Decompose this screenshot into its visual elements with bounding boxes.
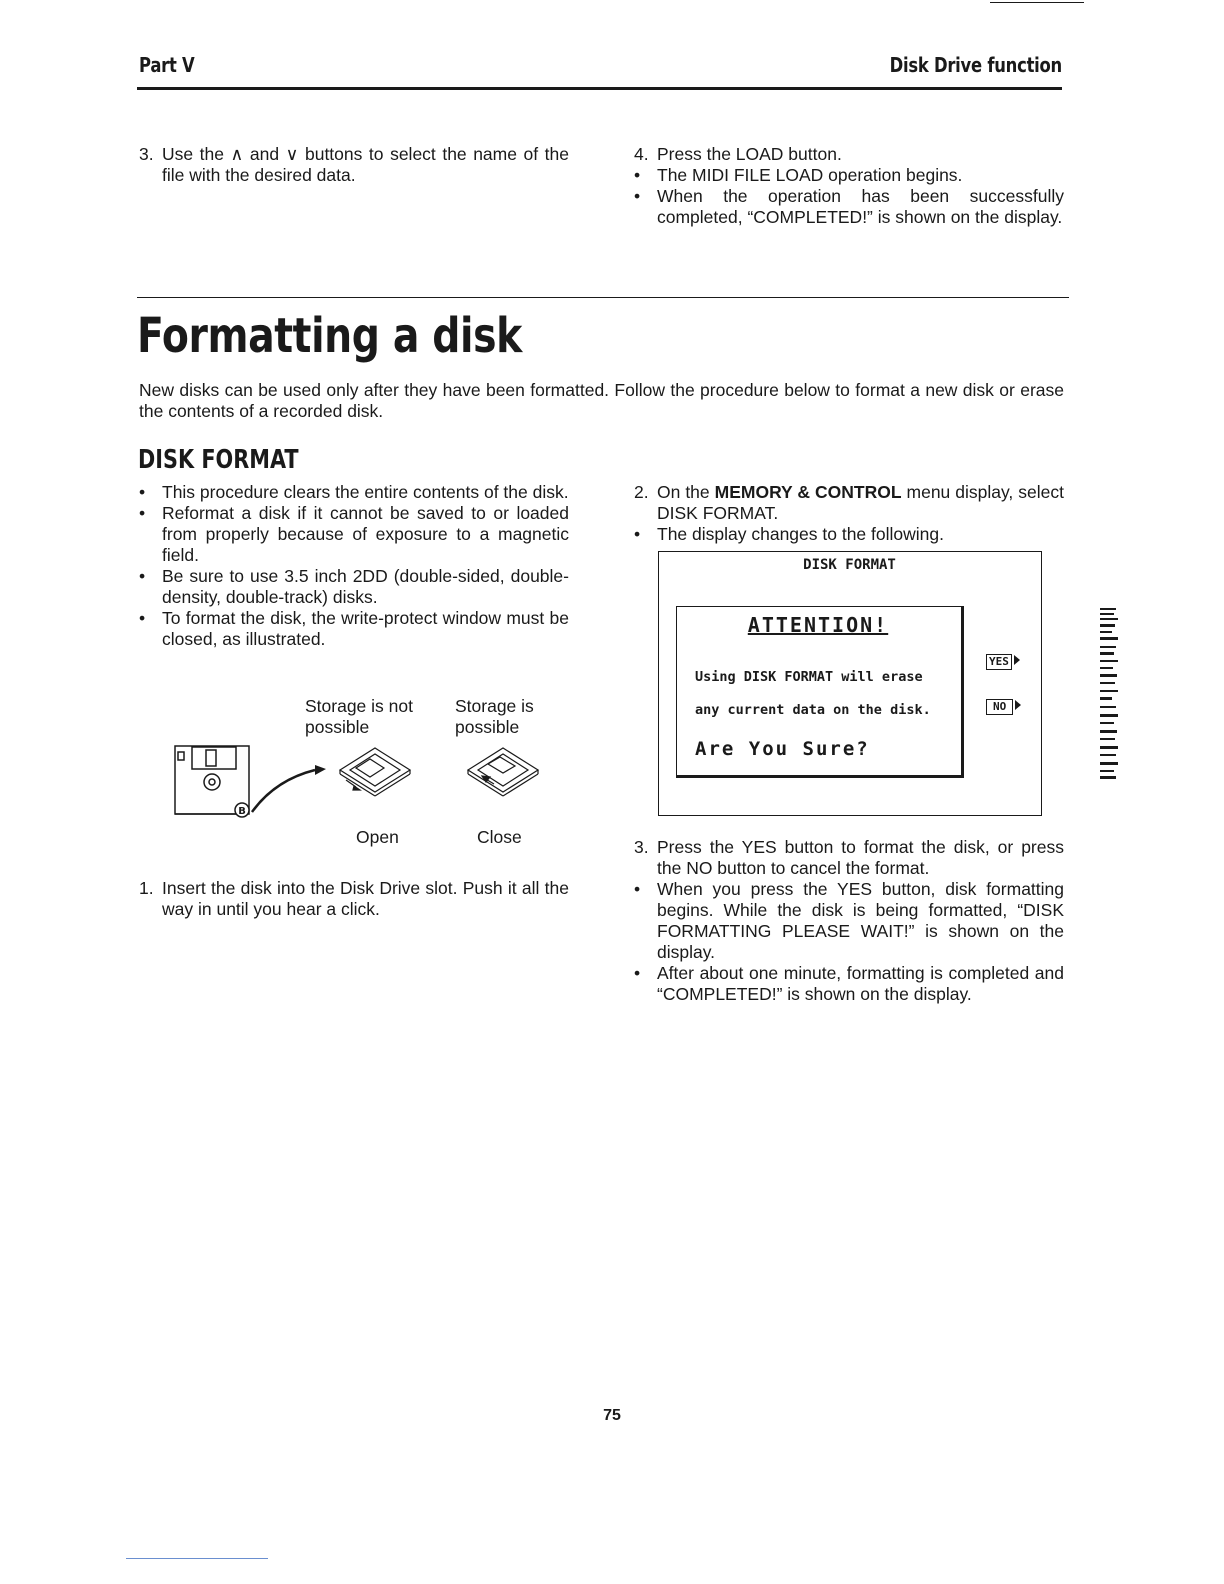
step-number: 4. bbox=[634, 144, 649, 164]
step-number: 3. bbox=[139, 144, 154, 164]
attention-heading: ATTENTION! bbox=[747, 613, 889, 637]
step-text: Insert the disk into the Disk Drive slot. Push it all the way in until you hear a click. bbox=[162, 878, 569, 919]
scan-artifact bbox=[1098, 604, 1128, 784]
yes-soft-button[interactable] bbox=[986, 649, 1020, 670]
write-protect-closed-icon bbox=[468, 748, 538, 796]
lcd-display bbox=[658, 551, 1042, 816]
bullet-item: • The MIDI FILE LOAD operation begins. bbox=[634, 165, 963, 185]
list-item: • Be sure to use 3.5 inch 2DD (double-sided, double-density, double-track) disks. bbox=[139, 566, 569, 607]
bullet-item: • When the operation has been successfully completed, “COMPLETED!” is shown on the display. bbox=[634, 186, 1064, 227]
step-2: 2. On the MEMORY & CONTROL menu display, select DISK FORMAT. • The display changes to the following. bbox=[634, 482, 1064, 544]
label-open: Open bbox=[356, 827, 399, 847]
step-3 bbox=[634, 837, 1064, 1005]
bullet-item: • The display changes to the following. bbox=[634, 524, 944, 544]
notes-list bbox=[139, 482, 569, 650]
no-button-label: NO bbox=[986, 699, 1013, 715]
top-right-step bbox=[634, 144, 1064, 228]
bullet-item: • When you press the YES button, disk formatting begins. While the disk is being formatted, “DISK FORMATTING PLEASE WAIT!” is shown on the display. bbox=[634, 879, 1064, 962]
step-text: Press the YES button to format the disk, or press the NO button to cancel the format. bbox=[657, 837, 1064, 878]
subheading: DISK FORMAT bbox=[138, 445, 299, 475]
no-soft-button[interactable] bbox=[986, 694, 1021, 715]
intro-paragraph: New disks can be used only after they have been formatted. Follow the procedure below to format a new disk or erase the contents of a recorded disk. bbox=[139, 380, 1064, 421]
top-left-step bbox=[139, 144, 569, 186]
step-number: 3. bbox=[634, 837, 649, 857]
label-storage-not-possible: Storage is not possible bbox=[305, 696, 413, 737]
warning-line-2: any current data on the disk. bbox=[695, 702, 931, 718]
menu-name: MEMORY & CONTROL bbox=[714, 482, 902, 502]
list-item: • This procedure clears the entire contents of the disk. bbox=[139, 482, 569, 502]
attention-dialog bbox=[676, 606, 964, 778]
header-part: Part V bbox=[139, 53, 195, 77]
warning-line-1: Using DISK FORMAT will erase bbox=[695, 669, 923, 685]
triangle-right-icon bbox=[1015, 700, 1021, 710]
scan-line-bottom bbox=[126, 1558, 268, 1559]
section-rule bbox=[137, 297, 1069, 298]
triangle-right-icon bbox=[1014, 655, 1020, 665]
floppy-disk-illustration bbox=[170, 740, 570, 825]
list-item: • To format the disk, the write-protect window must be closed, as illustrated. bbox=[139, 608, 569, 649]
confirm-question: Are You Sure? bbox=[695, 738, 870, 760]
write-protect-open-icon bbox=[340, 748, 410, 796]
list-item: • Reformat a disk if it cannot be saved to or loaded from properly because of exposure to a magnetic field. bbox=[139, 503, 569, 565]
svg-text:B: B bbox=[238, 806, 246, 817]
arrow-head-icon bbox=[315, 765, 326, 775]
step-text: Use the ∧ and ∨ buttons to select the name of the file with the desired data. bbox=[162, 144, 569, 185]
lcd-title: DISK FORMAT bbox=[803, 557, 896, 573]
label-close: Close bbox=[477, 827, 522, 847]
step-number: 1. bbox=[139, 878, 154, 898]
label-storage-possible: Storage is possible bbox=[455, 696, 534, 737]
scan-mark-top bbox=[990, 2, 1084, 3]
header-rule bbox=[137, 87, 1062, 90]
step-1 bbox=[139, 878, 569, 920]
step-number: 2. bbox=[634, 482, 649, 502]
step-text: Press the LOAD button. bbox=[657, 144, 842, 164]
pointer-arrow bbox=[252, 770, 315, 812]
page-number: 75 bbox=[603, 1407, 621, 1424]
header-section: Disk Drive function bbox=[889, 53, 1062, 77]
callout-b bbox=[235, 803, 249, 817]
page-title: Formatting a disk bbox=[137, 308, 522, 364]
bullet-item: • After about one minute, formatting is completed and “COMPLETED!” is shown on the display. bbox=[634, 963, 1064, 1004]
yes-button-label: YES bbox=[986, 654, 1012, 670]
